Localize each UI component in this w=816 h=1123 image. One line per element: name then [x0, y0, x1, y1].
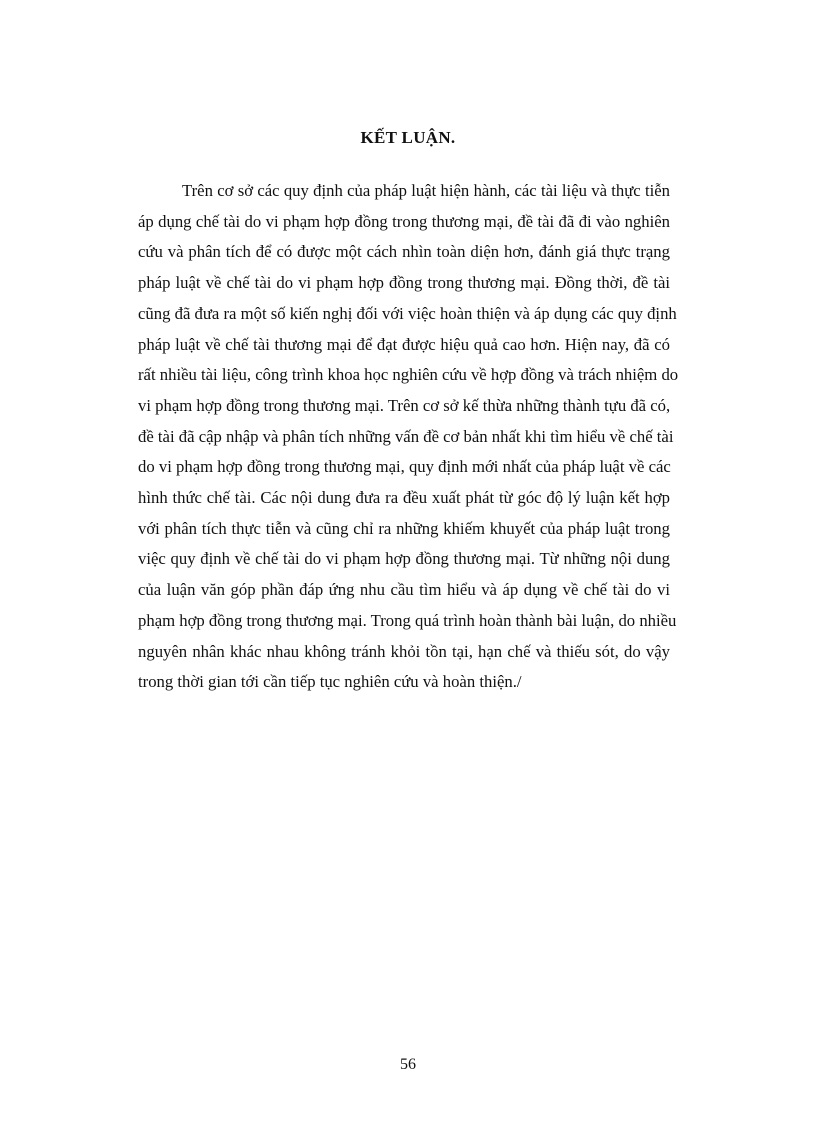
- paragraph-line: trong thời gian tới cần tiếp tục nghiên cứu và hoàn thiện./: [138, 672, 522, 692]
- paragraph-line: việc quy định về chế tài do vi phạm hợp đồng thương mại. Từ những nội dung: [138, 549, 670, 569]
- paragraph-line: rất nhiều tài liệu, công trình khoa học nghiên cứu về hợp đồng và trách nhiệm do: [138, 365, 679, 385]
- paragraph-line: cứu và phân tích để có được một cách nhìn toàn diện hơn, đánh giá thực trạng: [138, 242, 670, 262]
- paragraph-line: đề tài đã cập nhập và phân tích những vấn đề cơ bản nhất khi tìm hiểu về chế tài: [138, 426, 674, 446]
- paragraph-line: do vi phạm hợp đồng trong thương mại, quy định mới nhất của pháp luật về các: [138, 457, 671, 477]
- paragraph-line: cũng đã đưa ra một số kiến nghị đối với việc hoàn thiện và áp dụng các quy định: [138, 303, 677, 323]
- paragraph-line: nguyên nhân khác nhau không tránh khỏi tồn tại, hạn chế và thiếu sót, do vậy: [138, 641, 670, 661]
- paragraph-line: pháp luật về chế tài thương mại để đạt được hiệu quả cao hơn. Hiện nay, đã có: [138, 334, 670, 354]
- paragraph-line: vi phạm hợp đồng trong thương mại. Trên cơ sở kế thừa những thành tựu đã có,: [138, 395, 671, 415]
- conclusion-paragraph: [138, 176, 679, 698]
- paragraph-line: phạm hợp đồng trong thương mại. Trong quá trình hoàn thành bài luận, do nhiều: [138, 610, 677, 630]
- paragraph-line: hình thức chế tài. Các nội dung đưa ra đều xuất phát từ góc độ lý luận kết hợp: [138, 488, 670, 508]
- paragraph-line: pháp luật về chế tài do vi phạm hợp đồng trong thương mại. Đồng thời, đề tài: [138, 273, 670, 293]
- paragraph-line: của luận văn góp phần đáp ứng nhu cầu tìm hiểu và áp dụng về chế tài do vi: [138, 580, 670, 600]
- paragraph-line: Trên cơ sở các quy định của pháp luật hiện hành, các tài liệu và thực tiễn: [182, 181, 670, 200]
- paragraph-line: áp dụng chế tài do vi phạm hợp đồng trong thương mại, đề tài đã đi vào nghiên: [138, 211, 670, 231]
- page-title: KẾT LUẬN.: [360, 128, 456, 147]
- page-number: 56: [400, 1056, 416, 1073]
- paragraph-line: với phân tích thực tiễn và cũng chỉ ra những khiếm khuyết của pháp luật trong: [138, 518, 670, 538]
